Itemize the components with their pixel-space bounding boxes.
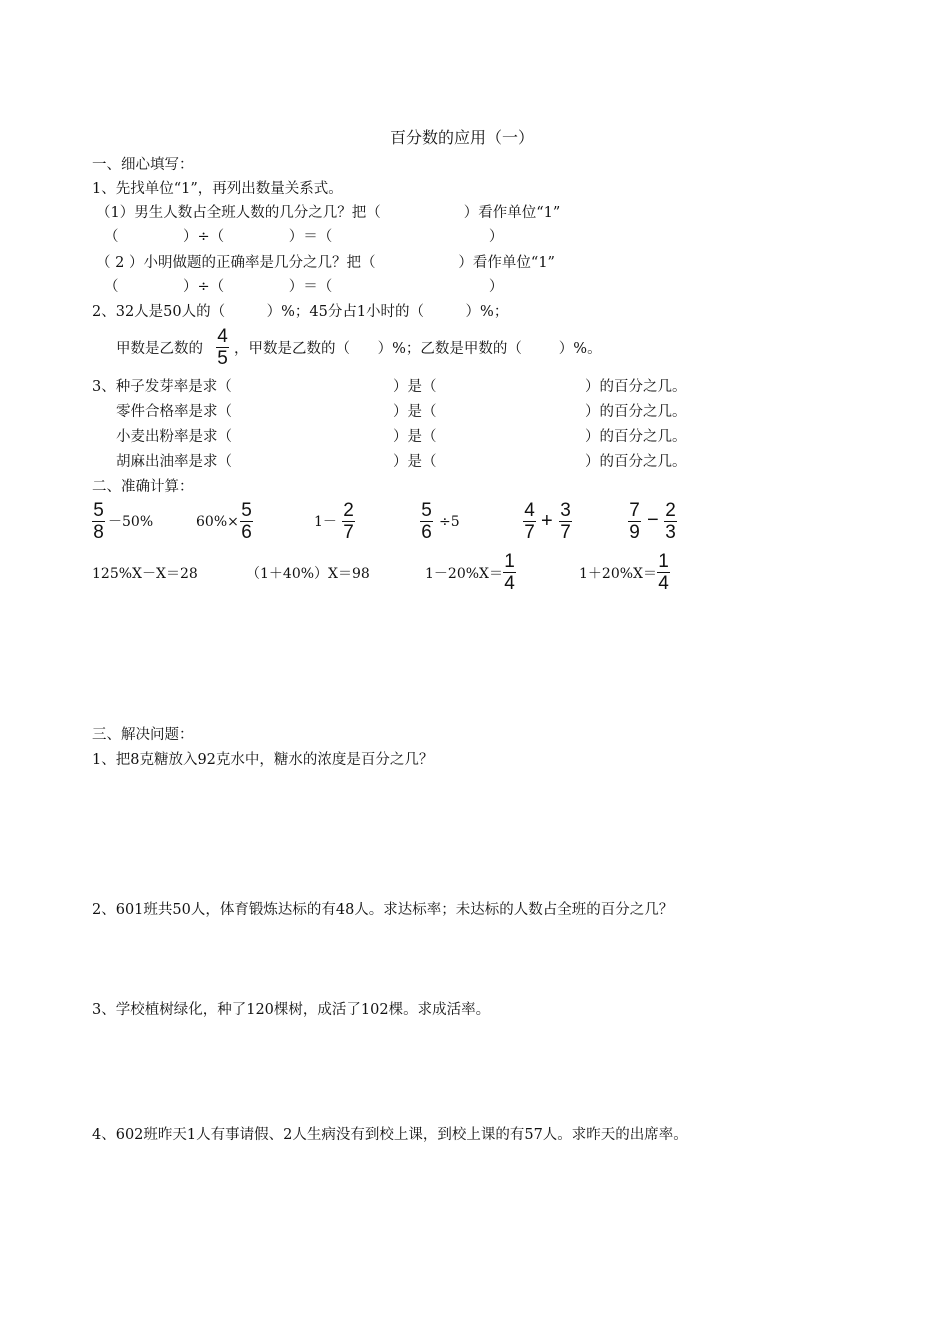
fraction-denominator: 7: [524, 522, 535, 543]
fraction-denominator: 8: [93, 522, 104, 543]
q3-row-4-mid: ）是（: [393, 454, 437, 470]
equation-3-fraction: [503, 551, 516, 594]
fraction-numerator: 5: [421, 500, 432, 521]
calc-6-fraction-a: [628, 500, 641, 543]
fraction-denominator: 4: [504, 573, 515, 594]
q3-row-3-end: ）的百分之几。: [585, 429, 687, 445]
equation-4-head: 1＋20%X＝: [579, 566, 657, 582]
section-3-heading: 三、解决问题：: [92, 727, 194, 743]
q2-fraction: [216, 326, 229, 369]
q2-line2-suffix: ，甲数是乙数的（ ）%；乙数是甲数的（ ）%。: [234, 341, 602, 357]
fraction-numerator: 1: [658, 551, 669, 572]
fraction-numerator: 2: [343, 500, 354, 521]
section-1-heading: 一、细心填写：: [92, 157, 194, 173]
q3-row-2-label: 零件合格率是求（: [116, 404, 232, 420]
q3-row-4-label: 胡麻出油率是求（: [116, 454, 232, 470]
q1-part2: （ 2 ）小明做题的正确率是几分之几？把（ ）看作单位“1”: [96, 255, 555, 271]
fraction-denominator: 4: [658, 573, 669, 594]
q3-row-1-label: 3、种子发芽率是求（: [92, 379, 232, 395]
fraction-numerator: 4: [524, 500, 535, 521]
problem-1: 1、把8克糖放入92克水中，糖水的浓度是百分之几？: [92, 752, 434, 768]
q2-line2-prefix: 甲数是乙数的: [116, 341, 203, 357]
fraction-numerator: 7: [629, 500, 640, 521]
problem-3: 3、学校植树绿化，种了120棵树，成活了102棵。求成活率。: [92, 1002, 491, 1018]
calc-5-fraction-a: [523, 500, 536, 543]
fraction-numerator: 4: [217, 326, 228, 347]
fraction-numerator: 5: [93, 500, 104, 521]
page-title: 百分数的应用（一）: [390, 128, 535, 147]
fraction-numerator: 3: [560, 500, 571, 521]
q1-part2-equation: （ ）÷（ ）＝（ ）: [104, 279, 504, 295]
fraction-denominator: 7: [560, 522, 571, 543]
q1-part1-equation: （ ）÷（ ）＝（ ）: [104, 229, 504, 245]
fraction-numerator: 2: [665, 500, 676, 521]
calc-4-tail: ÷5: [439, 514, 460, 530]
q3-row-1-end: ）的百分之几。: [585, 379, 687, 395]
fraction-denominator: 6: [421, 522, 432, 543]
fraction-denominator: 6: [241, 522, 252, 543]
calc-4-fraction: [420, 500, 433, 543]
q3-row-3-mid: ）是（: [393, 429, 437, 445]
calc-2-fraction: [240, 500, 253, 543]
fraction-denominator: 5: [217, 348, 228, 369]
equation-2: （1＋40%）X＝98: [246, 566, 370, 582]
q2-line1: 2、32人是50人的（ ）%；45分占1小时的（ ）%；: [92, 304, 509, 320]
fraction-denominator: 7: [343, 522, 354, 543]
calc-6-fraction-b: [664, 500, 677, 543]
calc-6-operator: −: [647, 509, 659, 531]
q3-row-2-mid: ）是（: [393, 404, 437, 420]
q3-row-4-end: ）的百分之几。: [585, 454, 687, 470]
q3-row-2-end: ）的百分之几。: [585, 404, 687, 420]
calc-2-head: 60%×: [196, 514, 239, 530]
calc-5-fraction-b: [559, 500, 572, 543]
q3-row-3-label: 小麦出粉率是求（: [116, 429, 232, 445]
calc-5-operator: +: [541, 510, 553, 532]
q3-row-1-mid: ）是（: [393, 379, 437, 395]
equation-3-head: 1－20%X＝: [425, 566, 503, 582]
problem-2: 2、601班共50人，体育锻炼达标的有48人。求达标率；未达标的人数占全班的百分之几？: [92, 902, 674, 918]
fraction-denominator: 9: [629, 522, 640, 543]
section-2-heading: 二、准确计算：: [92, 479, 194, 495]
equation-4-fraction: [657, 551, 670, 594]
calc-3-head: 1－: [314, 514, 337, 530]
equation-1: 125%X－X＝28: [92, 566, 198, 582]
fraction-numerator: 1: [504, 551, 515, 572]
problem-4: 4、602班昨天1人有事请假、2人生病没有到校上课，到校上课的有57人。求昨天的出席率。: [92, 1127, 688, 1143]
q1-stem: 1、先找单位“1”，再列出数量关系式。: [92, 181, 343, 197]
calc-1-fraction: [92, 500, 105, 543]
calc-3-fraction: [342, 500, 355, 543]
fraction-denominator: 3: [665, 522, 676, 543]
calc-1-tail: －50%: [108, 514, 154, 530]
fraction-numerator: 5: [241, 500, 252, 521]
q1-part1: （1）男生人数占全班人数的几分之几？把（ ）看作单位“1”: [96, 205, 561, 221]
